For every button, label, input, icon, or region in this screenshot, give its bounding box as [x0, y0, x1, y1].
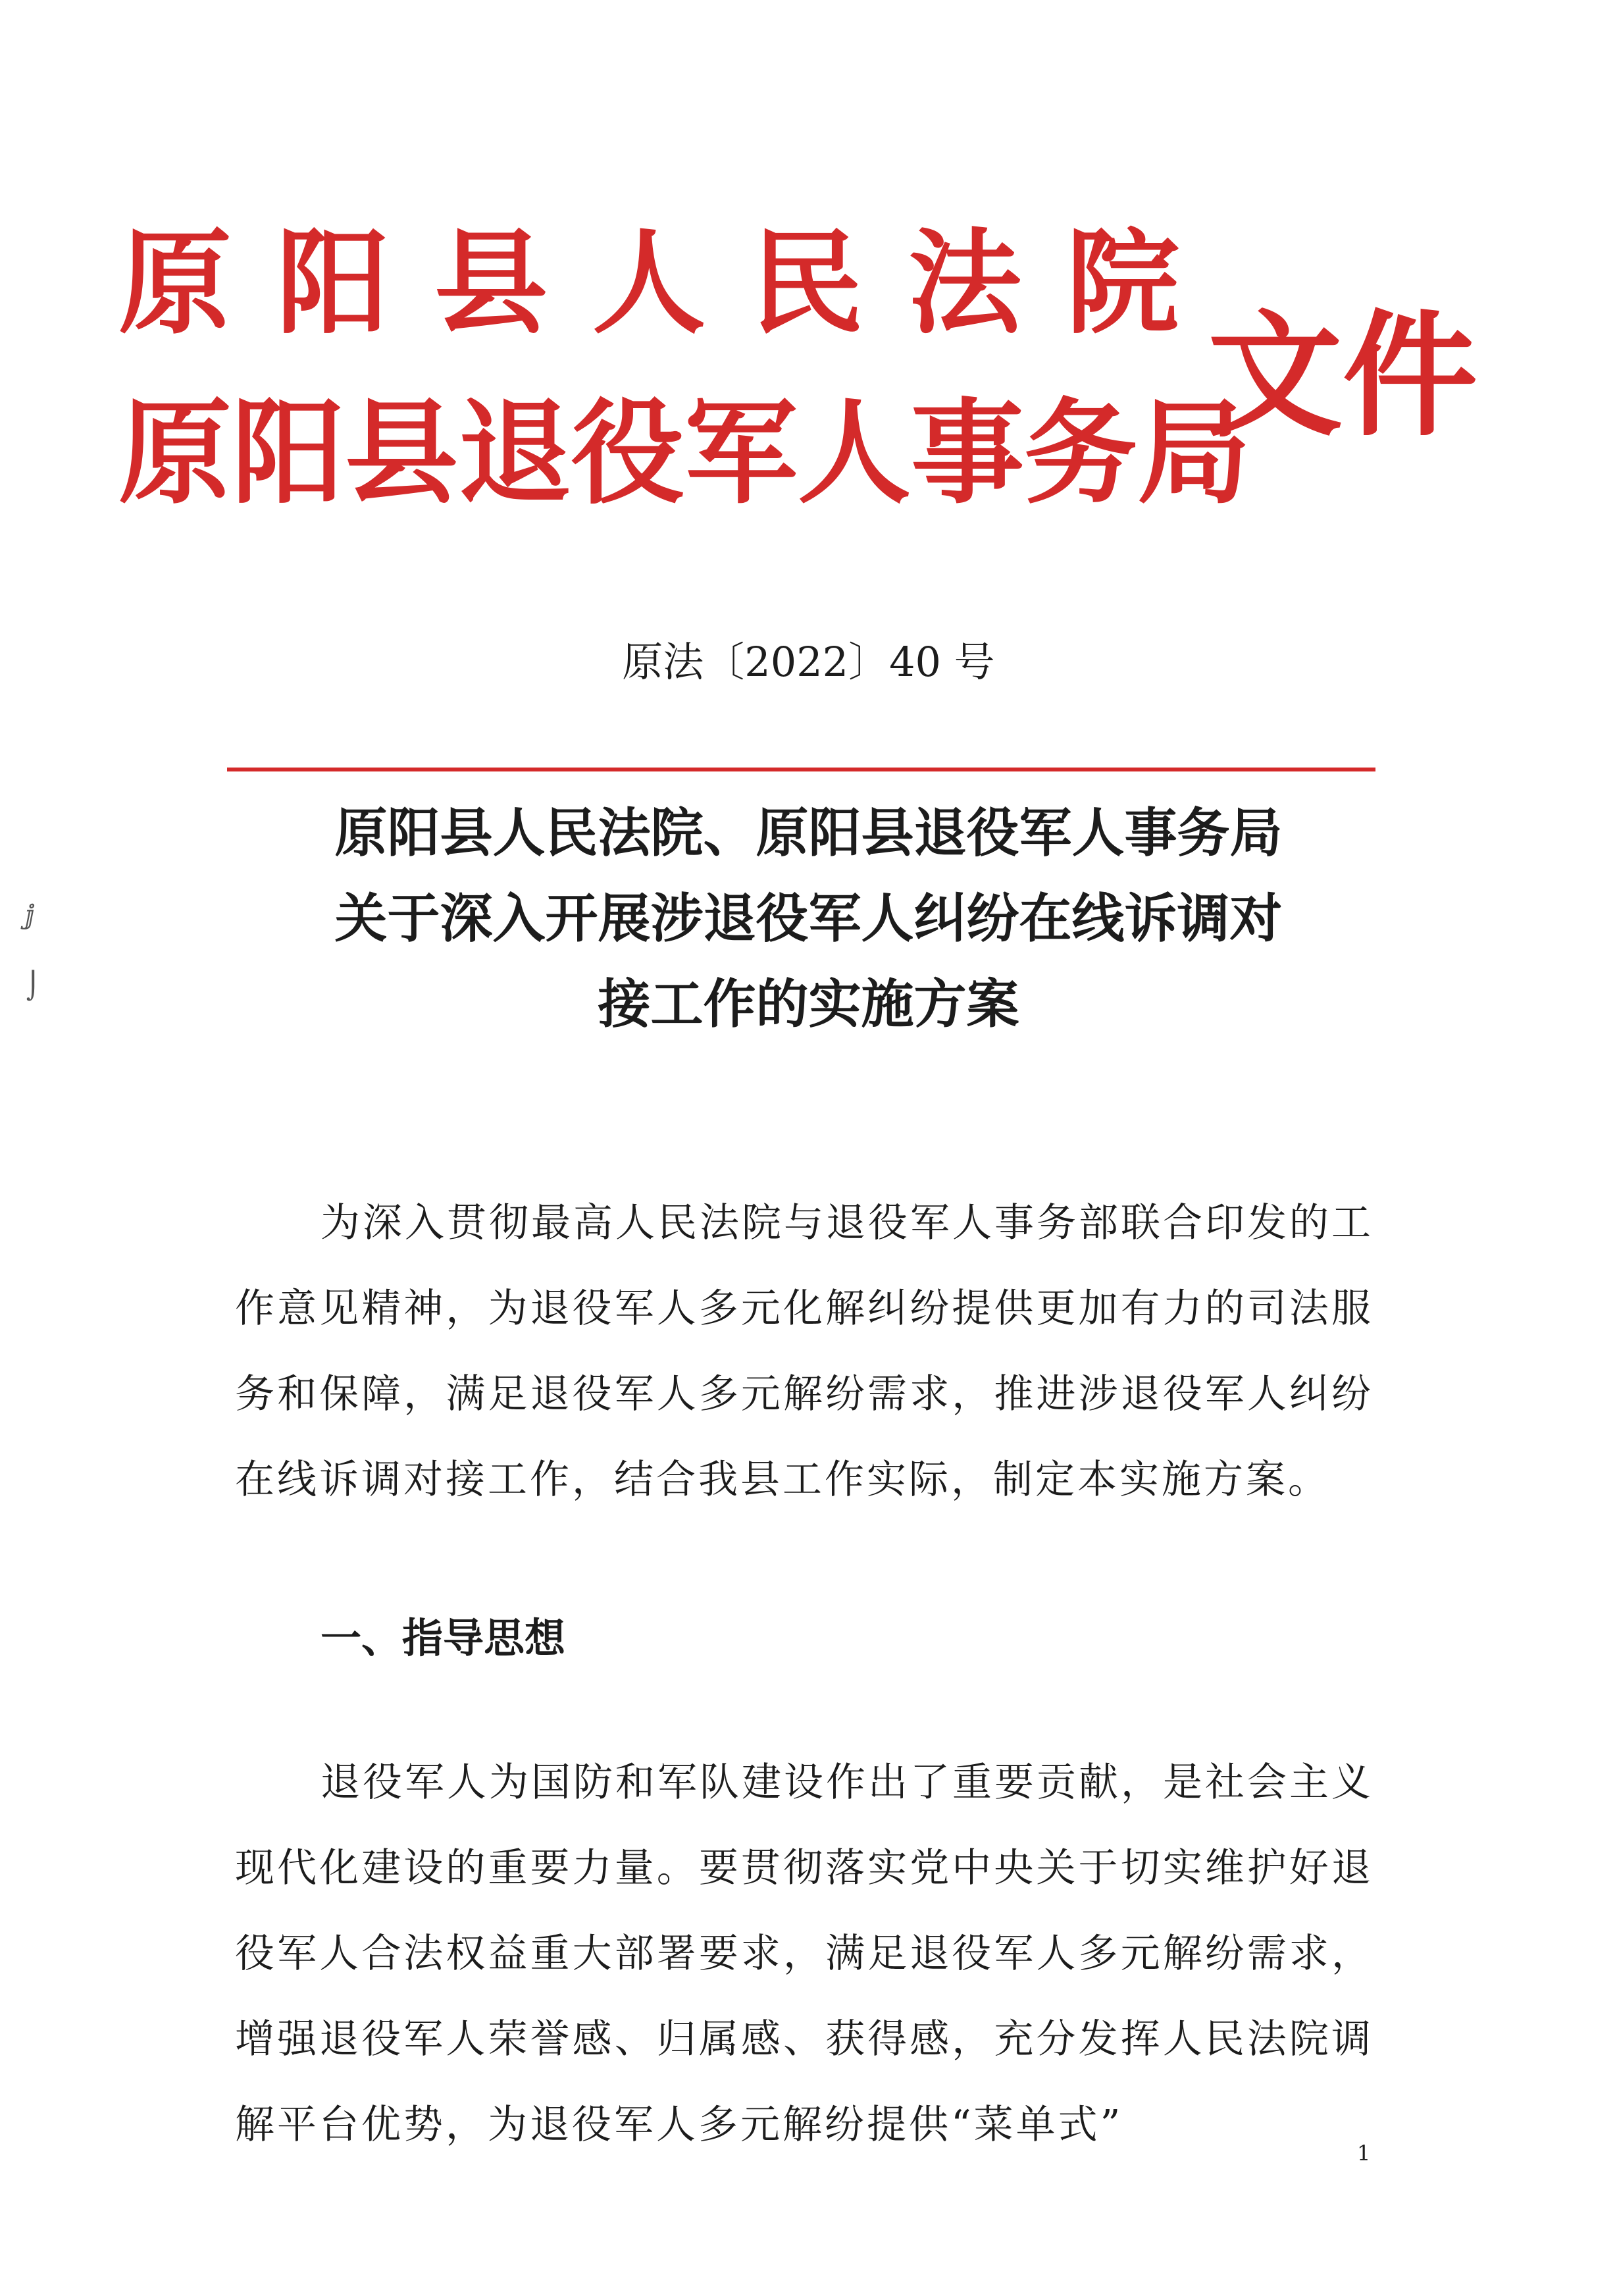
document-title-line-1: 原阳县人民法院、原阳县退役军人事务局: [334, 802, 1283, 864]
binding-mark: ⌡: [26, 971, 40, 1001]
binding-mark: ⅉ: [25, 900, 35, 930]
issuer-name-court: 原阳县人民法院: [118, 217, 1224, 350]
document-title-line-3: 接工作的实施方案: [598, 973, 1019, 1035]
section-heading-guiding-ideology: 一、指导思想: [321, 1614, 566, 1662]
document-type-label: 文件: [1208, 298, 1477, 455]
document-number: 原法〔2022〕40 号: [622, 638, 995, 686]
document-title-line-2: 关于深入开展涉退役军人纠纷在线诉调对: [334, 887, 1283, 949]
issuer-name-veterans-bureau: 原阳县退役军人事务局: [118, 387, 1250, 519]
red-divider-line: [227, 768, 1375, 771]
intro-paragraph: 为深入贯彻最高人民法院与退役军人事务部联合印发的工作意见精神，为退役军人多元化解纠纷提供更加有力的司法服务和保障，满足退役军人多元解纷需求，推进涉退役军人纠纷在线诉调对接工作，结合我县工作实际，制定本实施方案。: [235, 1200, 1373, 1503]
page-number: 1: [1357, 2141, 1371, 2166]
section-1-paragraph: 退役军人为国防和军队建设作出了重要贡献，是社会主义现代化建设的重要力量。要贯彻落实党中央关于切实维护好退役军人合法权益重大部署要求，满足退役军人多元解纷需求，增强退役军人荣誉感、归属感、获得感，充分发挥人民法院调解平台优势，为退役军人多元解纷提供“菜单式”: [235, 1760, 1373, 2148]
